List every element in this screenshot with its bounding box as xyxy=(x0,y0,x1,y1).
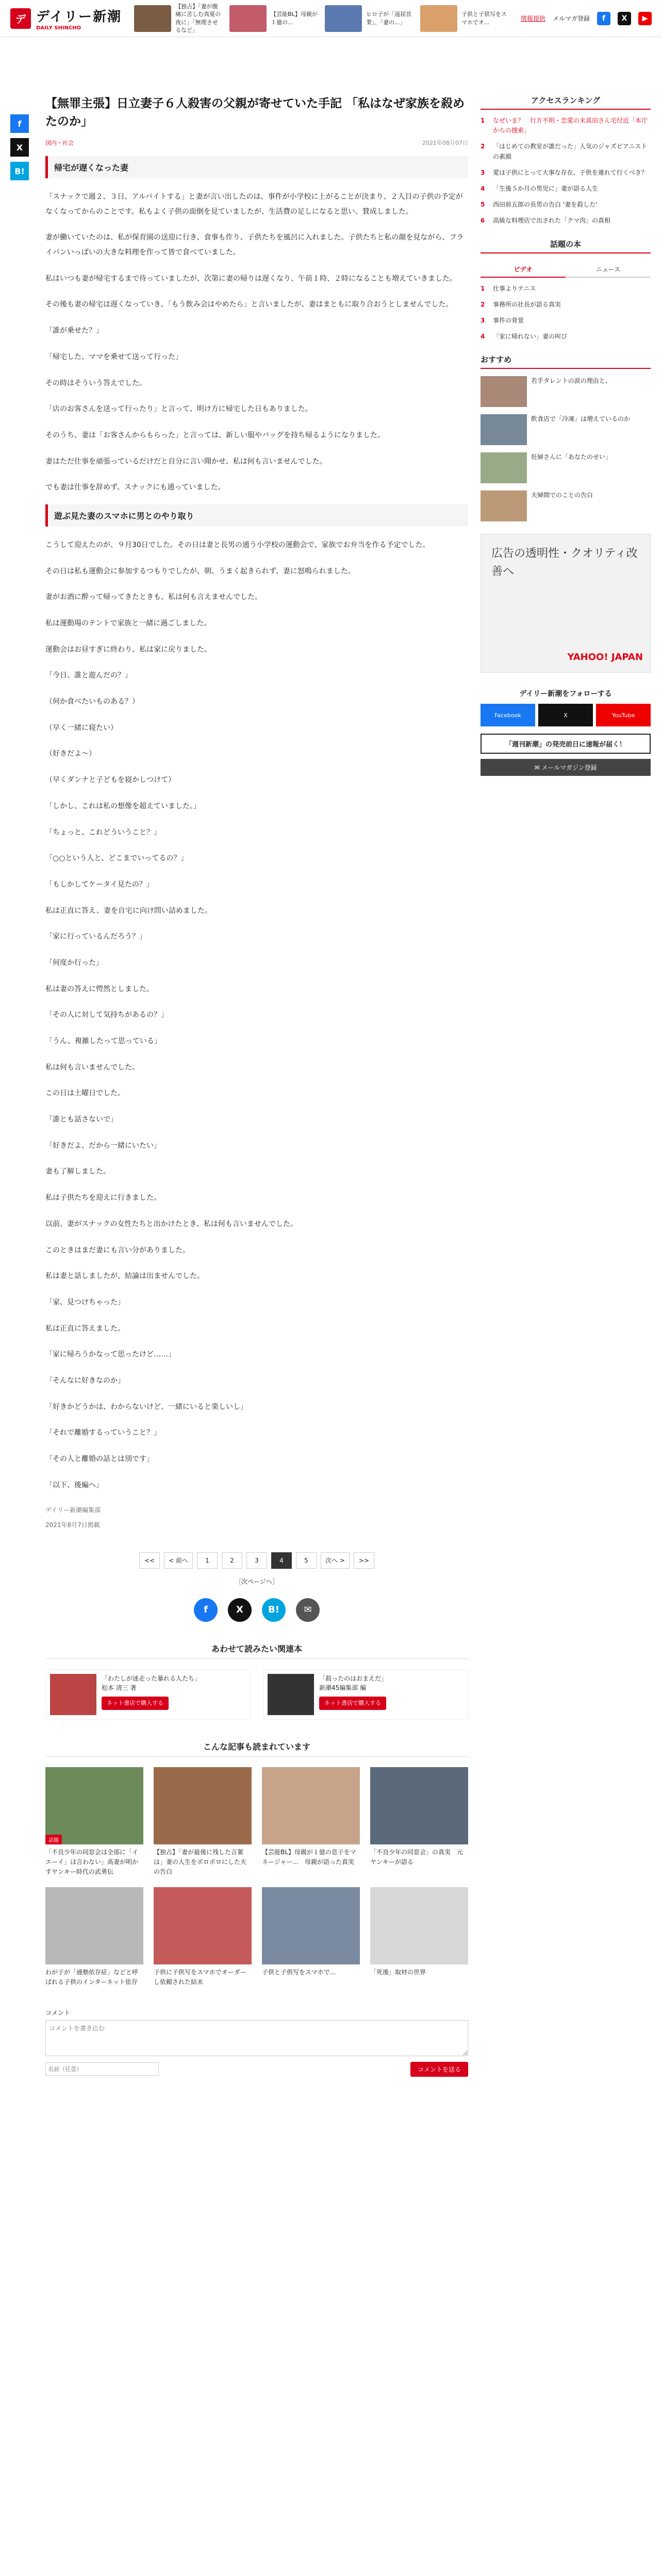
paragraph: 「しかし、これは私の想像を超えていました。」 xyxy=(45,802,201,810)
share-facebook-icon[interactable]: f xyxy=(194,1598,218,1622)
promo-title: ヒロ子が「退屈営業」、「妻の...」 xyxy=(366,11,412,26)
page-layout xyxy=(0,37,662,2077)
ranking-text: 高級な料理店で出された「クマ肉」の真相 xyxy=(493,217,611,225)
paragraph: （好きだよ～） xyxy=(45,750,96,758)
related-thumbnail xyxy=(262,1767,360,1844)
osusume-title: おすすめ xyxy=(481,354,651,369)
follow-x-button[interactable]: X xyxy=(538,704,593,726)
paragraph: （早く一緒に寝たい） xyxy=(45,723,118,732)
osusume-text: 妊婦さんに「あなたのせい」 xyxy=(531,453,612,461)
ranking-item[interactable]: 4 「生後５か月の男児に」妻が語る人生 xyxy=(481,184,651,194)
paragraph: その時はそういう答えでした。 xyxy=(45,379,146,387)
tab-video[interactable]: ビデオ xyxy=(481,262,566,278)
follow-title: デイリー新潮をフォローする xyxy=(519,690,612,699)
recommend-books xyxy=(45,1669,468,1720)
osusume-thumbnail xyxy=(481,376,527,407)
ad-brand: YAHOO! JAPAN xyxy=(567,652,643,663)
osusume-item[interactable] xyxy=(481,490,651,521)
magazine-banner[interactable]: 「週刊新潮」の発売前日に速報が届く！ xyxy=(481,734,651,754)
related-item[interactable] xyxy=(45,1887,143,1987)
newsletter-button[interactable]: ✉ メールマガジン登録 xyxy=(481,759,651,776)
paragraph: 「今日、誰と遊んだの？」 xyxy=(45,671,132,680)
osusume-text: 若手タレントの涙の理由と、 xyxy=(531,377,611,385)
comment-section xyxy=(45,2008,468,2077)
share-x-icon[interactable]: X xyxy=(10,138,29,157)
featured-title: 話題の本 xyxy=(481,239,651,253)
section-heading: 帰宅が遅くなった妻 xyxy=(45,156,468,178)
related-item[interactable] xyxy=(370,1767,468,1877)
featured-text: 「家に帰れない」妻の叫び xyxy=(493,333,568,341)
paragraph: 私は子供たちを迎えに行きました。 xyxy=(45,1194,161,1202)
article-main xyxy=(45,37,468,2077)
paragraph: 「もしかしてケータイ見たの？」 xyxy=(45,880,154,889)
paragraph: 妻も了解しました。 xyxy=(45,1167,110,1176)
x-icon[interactable]: X xyxy=(618,12,631,25)
related-title-text: わが子が「通塾依存症」などと呼ばれる子供のインターネット依存 xyxy=(45,1969,139,1986)
paragraph: 妻が働いていたのは、私が保育園の送迎に行き、食事も作り、子供たちを風呂に入れました。子供たちと私の顔を見ながら、フライパンいっぱいの大きな料理を作って皆で食べていました。 xyxy=(45,233,464,257)
promo-card[interactable] xyxy=(134,3,222,34)
paragraph: この日は土曜日でした。 xyxy=(45,1089,125,1098)
buy-button[interactable]: ネット書店で購入する xyxy=(319,1697,386,1710)
paragraph: 「誰とも話さないで」 xyxy=(45,1115,118,1124)
paragraph: 「何度か行った」 xyxy=(45,958,103,967)
paragraph: その日は私も運動会に参加するつもりでしたが、朝、うまく起きられず、妻に怒鳴られました。 xyxy=(45,567,355,575)
related-title-text: 【芸能BL】母親が１億の息子をマネージャー... 母親が語った真実 xyxy=(262,1848,356,1866)
comment-title: コメント xyxy=(45,2009,71,2016)
related-item[interactable] xyxy=(45,1767,143,1877)
logo-sub: DAILY SHINCHO xyxy=(36,25,81,31)
article-title: 【無罪主張】日立妻子６人殺害の父親が寄せていた手記 「私はなぜ家族を殺めたのか」 xyxy=(45,97,465,128)
featured-tabs xyxy=(481,262,651,278)
pager-page[interactable]: 1 xyxy=(197,1552,218,1569)
ranking-text: 「生後５か月の男児に」妻が語る人生 xyxy=(493,184,599,192)
osusume-thumbnail xyxy=(481,490,527,521)
info-link[interactable]: 情報提供 xyxy=(520,15,545,22)
related-thumbnail xyxy=(154,1887,252,1964)
ranking-item[interactable]: 6 高級な料理店で出された「クマ肉」の真相 xyxy=(481,216,651,226)
book-author: 松本 清三 著 xyxy=(102,1684,137,1691)
paragraph: 私は妻と話しましたが、結論は出ませんでした。 xyxy=(45,1272,204,1281)
related-title-text: 「不良少年の同窓会は全部に「イエーイ」は言わない」高妻が明かすヤンキー時代の武勇伝 xyxy=(45,1848,139,1875)
featured-text: 事務所の社長が語る真実 xyxy=(493,300,561,308)
promo-card[interactable] xyxy=(229,3,318,34)
paragraph: その後も妻の帰宅は遅くなっていき、「もう飲み会はやめたら」と言いましたが、妻はまともに取り合おうとしませんでした。 xyxy=(45,300,453,309)
osusume-item[interactable] xyxy=(481,414,651,445)
recommend-title: あわせて読みたい関連本 xyxy=(45,1642,468,1659)
pager-page[interactable]: 2 xyxy=(222,1552,242,1569)
follow-facebook-button[interactable]: Facebook xyxy=(481,704,535,726)
paragraph: 「店のお客さんを送って行ったり」と言って、明け方に帰宅した日もありました。 xyxy=(45,405,312,414)
related-thumbnail xyxy=(154,1767,252,1844)
logo-text: デイリー新潮 xyxy=(36,9,122,25)
promo-card[interactable] xyxy=(325,3,413,34)
follow-youtube-button[interactable]: YouTube xyxy=(596,704,651,726)
promo-card[interactable] xyxy=(420,3,508,34)
buy-button[interactable]: ネット書店で購入する xyxy=(102,1697,169,1710)
pager-page[interactable]: 3 xyxy=(246,1552,267,1569)
promo-title: 【芸能BL】母親が１億の... xyxy=(271,11,318,26)
share-sidebar xyxy=(10,37,33,2077)
paragraph: 運動会はお昼すぎに終わり、私は家に戻りました。 xyxy=(45,645,211,654)
paragraph: 「家に行っているんだろう？」 xyxy=(45,933,146,941)
share-hatena-icon[interactable]: B! xyxy=(262,1598,286,1622)
header-links xyxy=(521,12,652,25)
book-author: 新潮45編集部 編 xyxy=(319,1684,367,1691)
pager-last[interactable]: >> xyxy=(354,1552,374,1569)
paragraph: でも妻は仕事を辞めず、スナックにも通っていました。 xyxy=(45,483,225,492)
paragraph: 以前、妻がスナックの女性たちと出かけたとき、私は何も言いませんでした。 xyxy=(45,1219,297,1228)
promo-thumbnail xyxy=(134,5,171,32)
paragraph: 私は正直に答え、妻を自宅に向け問い詰めました。 xyxy=(45,906,212,915)
paragraph: 私は何も言いませんでした。 xyxy=(45,1063,139,1072)
ranking-title: アクセスランキング xyxy=(481,95,651,110)
promo-thumbnail xyxy=(325,5,362,32)
featured-item[interactable]: 4 「家に帰れない」妻の叫び xyxy=(481,332,651,342)
book-title: 「殺ったのはおまえだ」 xyxy=(319,1674,388,1682)
osusume-text: 夫婦間でのことの告白 xyxy=(531,492,593,499)
book-card[interactable] xyxy=(263,1669,468,1720)
paragraph: 「それで離婚するっていうこと？」 xyxy=(45,1429,161,1437)
pager-page[interactable]: 5 xyxy=(296,1552,317,1569)
comment-name-input[interactable] xyxy=(45,2062,159,2076)
paragraph: （早くダンナと子どもを寝かしつけて） xyxy=(45,776,176,785)
related-item[interactable] xyxy=(154,1887,252,1987)
site-logo[interactable] xyxy=(10,6,122,31)
related-title: こんな記事も読まれています xyxy=(45,1740,468,1757)
paragraph: 「スナックで週２、３日、アルバイトする」と妻が言い出したのは、事件が小学校に上がることが決まり、２人目の子供の予定がなくなってからのことです。私もよく子供の面倒を見ていましたが、生活費の足しになると思い、賛成しました。 xyxy=(45,193,463,216)
related-title-text: 「不良少年の同窓会」の真実 元ヤンキーが語る xyxy=(370,1848,464,1866)
related-title-text: 【独占】「妻が最後に残した言葉は」妻の人生をボロボロにした夫の告白 xyxy=(154,1848,247,1875)
youtube-icon[interactable]: ▶ xyxy=(638,12,652,25)
featured-text: 仕事よりテニス xyxy=(493,284,536,292)
related-title-text: 子供に子供写をスマホでオーダーし依頼された結末 xyxy=(154,1969,246,1986)
sidebar xyxy=(481,37,651,2077)
book-cover xyxy=(268,1674,314,1715)
ranking-item[interactable]: 2 「はじめての教室が誰だった」人気のジャズピアニストの素顔 xyxy=(481,142,651,161)
article-date: 2021年08月07日 xyxy=(422,140,468,146)
article-pubdate: 2021年8月7日掲載 xyxy=(45,1521,100,1529)
paragraph: そのうち、妻は「お客さんからもらった」と言っては、新しい服やバッグを持ち帰るようになりました。 xyxy=(45,431,385,439)
paragraph: 「ちょっと、これどういうこと？」 xyxy=(45,828,161,837)
next-page-link[interactable]: ［次ページへ］ xyxy=(235,1578,278,1585)
book-cover xyxy=(50,1674,96,1715)
newsletter-link[interactable]: メルマガ登録 xyxy=(552,15,590,22)
paragraph: 「好きだよ、だから一緒にいたい」 xyxy=(45,1141,161,1150)
article-category[interactable]: 国内・社会 xyxy=(45,140,74,146)
article-meta xyxy=(45,139,468,147)
related-thumbnail xyxy=(45,1767,143,1844)
promo-title: 子供と子供写をスマホでオ... xyxy=(461,11,507,26)
follow-buttons xyxy=(481,704,651,726)
ranking-item[interactable]: 3 愛は子供にとって大事な存在、子供を連れて行くべき？ xyxy=(481,168,651,178)
osusume-thumbnail xyxy=(481,414,527,445)
ranking-item[interactable]: 1 なぜいま？ 行方不明・恋愛の未真田さん宅付近「本庁からの捜索」 xyxy=(481,116,651,135)
advertisement[interactable] xyxy=(481,534,651,673)
share-mail-icon[interactable]: ✉ xyxy=(296,1598,320,1622)
pager-first[interactable]: << xyxy=(139,1552,160,1569)
related-thumbnail xyxy=(262,1887,360,1964)
paragraph: 「家、見つけちゃった」 xyxy=(45,1298,125,1307)
site-header xyxy=(0,0,662,37)
article-body-b xyxy=(45,538,468,1532)
featured-item[interactable]: 2 事務所の社長が語る真実 xyxy=(481,300,651,310)
pager-prev[interactable]: < 前へ xyxy=(164,1552,193,1569)
header-promos xyxy=(134,3,508,34)
osusume-text: 飲食店で「冷凍」は増えているのか xyxy=(531,415,631,423)
paragraph: 「うん、複雑したって思っている」 xyxy=(45,1037,161,1045)
share-row xyxy=(45,1598,468,1622)
facebook-icon[interactable]: f xyxy=(597,12,610,25)
related-grid xyxy=(45,1767,468,1988)
related-badge: 話題 xyxy=(45,1835,62,1844)
paragraph: 「帰宅した、ママを乗せて送って行った」 xyxy=(45,352,183,361)
paragraph: 妻はただ仕事を頑張っているだけだと自分に言い聞かせ、私は何も言いませんでした。 xyxy=(45,457,327,466)
related-title-text: 「死後」取材の世界 xyxy=(370,1969,426,1976)
paragraph: 私はいつも妻が帰宅するまで待っていましたが、次第に妻の帰りは遅くなり、午前１時、２時になることも増えていきました。 xyxy=(45,274,457,283)
featured-item[interactable]: 3 事件の背景 xyxy=(481,316,651,326)
osusume-item[interactable] xyxy=(481,376,651,407)
paragraph: 「その人と離婚の話とは別です」 xyxy=(45,1455,154,1463)
ranking-list xyxy=(481,116,651,226)
osusume-thumbnail xyxy=(481,452,527,483)
paragraph: 私は正直に答えました。 xyxy=(45,1324,125,1333)
ranking-item[interactable]: 5 西田前五郎の長男の告白 '妻を殺した' xyxy=(481,200,651,210)
paragraph: 「以下、後編へ」 xyxy=(45,1481,103,1489)
paragraph: 妻がお酒に酔って帰ってきたときも、私は何も言えませんでした。 xyxy=(45,593,262,602)
paragraph: 「好きかどうかは、わからないけど、一緒にいると楽しいし」 xyxy=(45,1402,247,1411)
related-item[interactable] xyxy=(370,1887,468,1987)
comment-textarea[interactable] xyxy=(45,2020,468,2056)
paragraph: このときはまだ妻にも言い分がありました。 xyxy=(45,1246,190,1255)
tab-news[interactable]: ニュース xyxy=(566,262,651,278)
comment-submit-button[interactable]: コメントを送る xyxy=(410,2062,468,2077)
related-thumbnail xyxy=(370,1767,468,1844)
book-title: 「わたしが迷走った暴れる人たち」 xyxy=(102,1674,201,1682)
related-item[interactable] xyxy=(262,1767,360,1877)
paragraph: 私は運動場のテントで家族と一緒に過ごしました。 xyxy=(45,619,211,628)
share-facebook-icon[interactable]: f xyxy=(10,114,29,133)
paragraph: 私は妻の答えに愕然としました。 xyxy=(45,985,154,993)
related-thumbnail xyxy=(45,1887,143,1964)
paragraph: こうして迎えたのが、９月30日でした。その日は妻と長男の通う小学校の運動会で、家族でお弁当を作る予定でした。 xyxy=(45,540,430,549)
share-hatena-icon[interactable]: B! xyxy=(10,162,29,180)
related-thumbnail xyxy=(370,1887,468,1964)
pagination xyxy=(45,1552,468,1569)
article-author: デイリー新潮編集部 xyxy=(45,1506,101,1514)
ranking-text: 愛は子供にとって大事な存在、子供を連れて行くべき？ xyxy=(493,168,648,176)
related-item[interactable] xyxy=(262,1887,360,1987)
paragraph: 「○○という人と、どこまでいってるの？」 xyxy=(45,854,188,863)
promo-thumbnail xyxy=(420,5,457,32)
paragraph: （何か食べたいものある？） xyxy=(45,698,139,706)
article-body-a xyxy=(45,190,468,495)
ranking-text: なぜいま？ 行方不明・恋愛の未真田さん宅付近「本庁からの捜索」 xyxy=(493,117,648,134)
featured-text: 事件の背景 xyxy=(493,316,524,324)
share-x-icon[interactable]: X xyxy=(228,1598,252,1622)
promo-thumbnail xyxy=(229,5,267,32)
ad-text: 広告の透明性・クオリティ改善へ xyxy=(491,547,638,579)
pager-page-current[interactable]: 4 xyxy=(271,1552,292,1569)
featured-item[interactable]: 1 仕事よりテニス xyxy=(481,284,651,294)
book-card[interactable] xyxy=(45,1669,251,1720)
section-heading: 遊ぶ見た妻のスマホに男とのやり取り xyxy=(45,504,468,527)
paragraph: 「家に帰ろうかなって思ったけど……」 xyxy=(45,1350,175,1359)
ranking-text: 西田前五郎の長男の告白 '妻を殺した' xyxy=(493,201,598,209)
osusume-item[interactable] xyxy=(481,452,651,483)
related-title-text: 子供と子供写をスマホで... xyxy=(262,1969,336,1976)
paragraph: 「その人に対して気持ちがあるの？」 xyxy=(45,1011,168,1020)
promo-title: 【独占】「妻が腹痛に苦しむ真夏の夜に」「無理させるなど」 xyxy=(175,3,221,33)
logo-mark: デ xyxy=(10,8,31,29)
ranking-text: 「はじめての教室が誰だった」人気のジャズピアニストの素顔 xyxy=(493,143,648,160)
pager-next[interactable]: 次へ > xyxy=(321,1552,350,1569)
paragraph: 「そんなに好きなのか」 xyxy=(45,1376,125,1385)
related-item[interactable] xyxy=(154,1767,252,1877)
paragraph: 「誰が乗せた？」 xyxy=(45,327,103,335)
